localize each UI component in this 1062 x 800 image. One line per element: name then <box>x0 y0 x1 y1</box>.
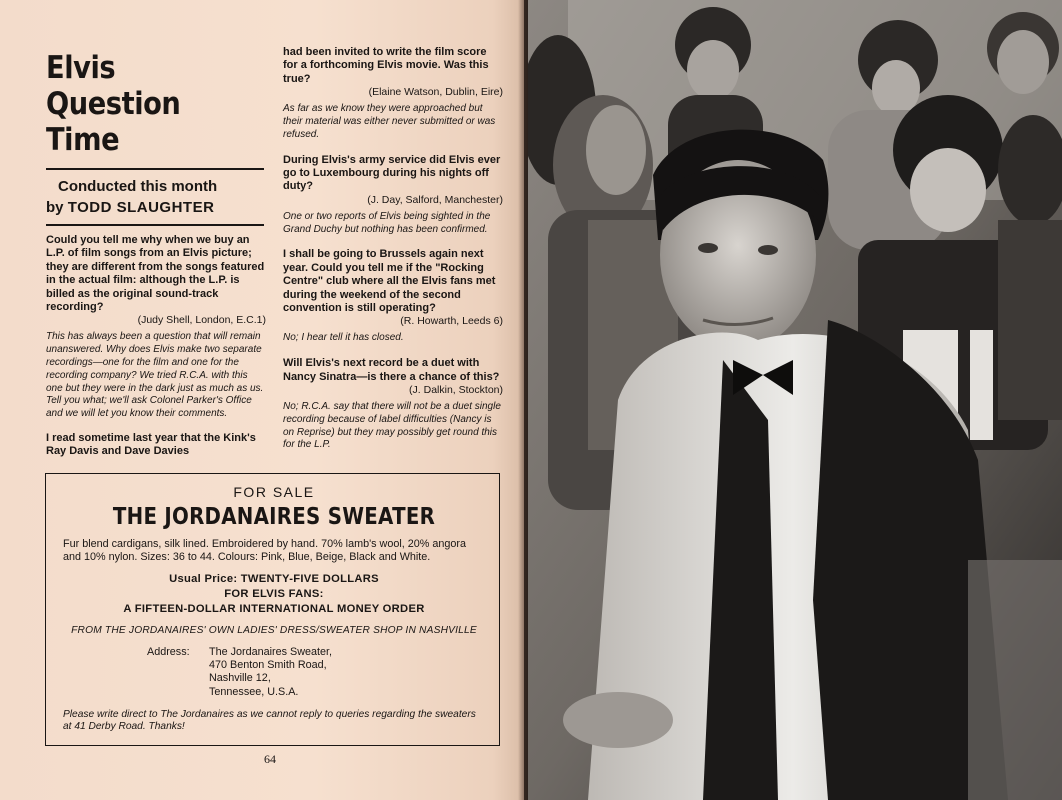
mailing-address <box>63 646 485 699</box>
address-label: Address: <box>147 646 190 658</box>
byline-conducted: Conducted this month <box>58 178 218 195</box>
question-5: Will Elvis's next record be a duet with Nancy Sinatra—is there a chance of this? <box>283 357 500 383</box>
question-1: Could you tell me why when we buy an L.P. of film songs from an Elvis picture; they are different from the songs featured in the actual film: although the L.P. is billed as the original sound-track recording? <box>46 234 265 314</box>
question-2-end: had been invited to write the film score for a forthcoming Elvis movie. Was this true? <box>283 46 489 85</box>
attribution-2: (Elaine Watson, Dublin, Eire) <box>368 86 503 99</box>
answer-3: One or two reports of Elvis being sighted in the Grand Duchy but nothing has been confirmed. <box>283 210 491 235</box>
for-sale-description: Fur blend cardigans, silk lined. Embroidered by hand. 70% lamb's wool, 20% angora and 10% nylon. Sizes: 36 to 44. Colours: Pink, Blue, Beige, Black and White. <box>63 538 466 563</box>
attribution-1: (Judy Shell, London, E.C.1) <box>137 314 266 327</box>
question-2-start: I read sometime last year that the Kink's Ray Davis and Dave Davies <box>46 432 256 458</box>
for-sale-kicker: FOR SALE <box>233 484 315 500</box>
left-page <box>0 0 524 800</box>
attribution-3: (J. Day, Salford, Manchester) <box>367 193 503 206</box>
title-rule <box>46 168 264 170</box>
page-number: 64 <box>264 752 276 766</box>
for-sale-ad <box>45 473 500 746</box>
byline-author <box>46 199 266 216</box>
fans-price: A FIFTEEN-DOLLAR INTERNATIONAL MONEY ORDER <box>123 603 425 615</box>
address-line-2: 470 Benton Smith Road, <box>209 659 327 672</box>
address-lines <box>209 646 332 699</box>
article-column-left <box>46 50 266 459</box>
byline-by: by <box>46 199 64 216</box>
for-sale-note: Please write direct to The Jordanaires as we cannot reply to queries regarding the sweaters at 41 Derby Road. Thanks! <box>63 708 476 733</box>
attribution-4: (R. Howarth, Leeds 6) <box>400 315 503 328</box>
byline-rule <box>46 224 264 226</box>
article-column-right <box>283 46 503 463</box>
question-3: During Elvis's army service did Elvis ever go to Luxembourg during his nights off duty? <box>283 153 501 193</box>
answer-2: As far as we know they were approached but their material was either never submitted or was refused. <box>283 103 496 140</box>
article-title: Elvis Question Time <box>46 50 181 158</box>
address-line-4: Tennessee, U.S.A. <box>209 685 299 698</box>
address-line-1: The Jordanaires Sweater, <box>209 646 333 658</box>
attribution-5: (J. Dalkin, Stockton) <box>409 384 503 397</box>
photo-page <box>528 0 1062 800</box>
shop-line: FROM THE JORDANAIRES' OWN LADIES' DRESS/SWEATER SHOP IN NASHVILLE <box>71 625 477 636</box>
address-line-3: Nashville 12, <box>209 672 271 685</box>
answer-4: No; I hear tell it has closed. <box>283 332 404 344</box>
fans-line: FOR ELVIS FANS: <box>224 588 324 600</box>
byline-name: TODD SLAUGHTER <box>67 199 215 216</box>
usual-price: Usual Price: TWENTY-FIVE DOLLARS <box>169 573 379 585</box>
answer-1: This has always been a question that will remain unanswered. Why does Elvis make two separate recordings—one for the film and one for the recording company? We tried R.C.A. with this one but they were in the dark just as much as us. Tell you what; we'll ask Colonel Parker's Office and we will let you know their comments. <box>46 331 264 420</box>
elvis-photograph <box>528 0 1062 800</box>
for-sale-title: THE JORDANAIRES SWEATER <box>112 504 436 530</box>
question-4: I shall be going to Brussels again next year. Could you tell me if the "Rocking Centre" club where all the Elvis fans met during the weekend of the second convention is still operating? <box>283 248 496 315</box>
answer-5: No; R.C.A. say that there will not be a duet single recording because of label difficulties (Nancy is on Reprise) but they may possibly get round this for the L.P. <box>283 401 501 451</box>
